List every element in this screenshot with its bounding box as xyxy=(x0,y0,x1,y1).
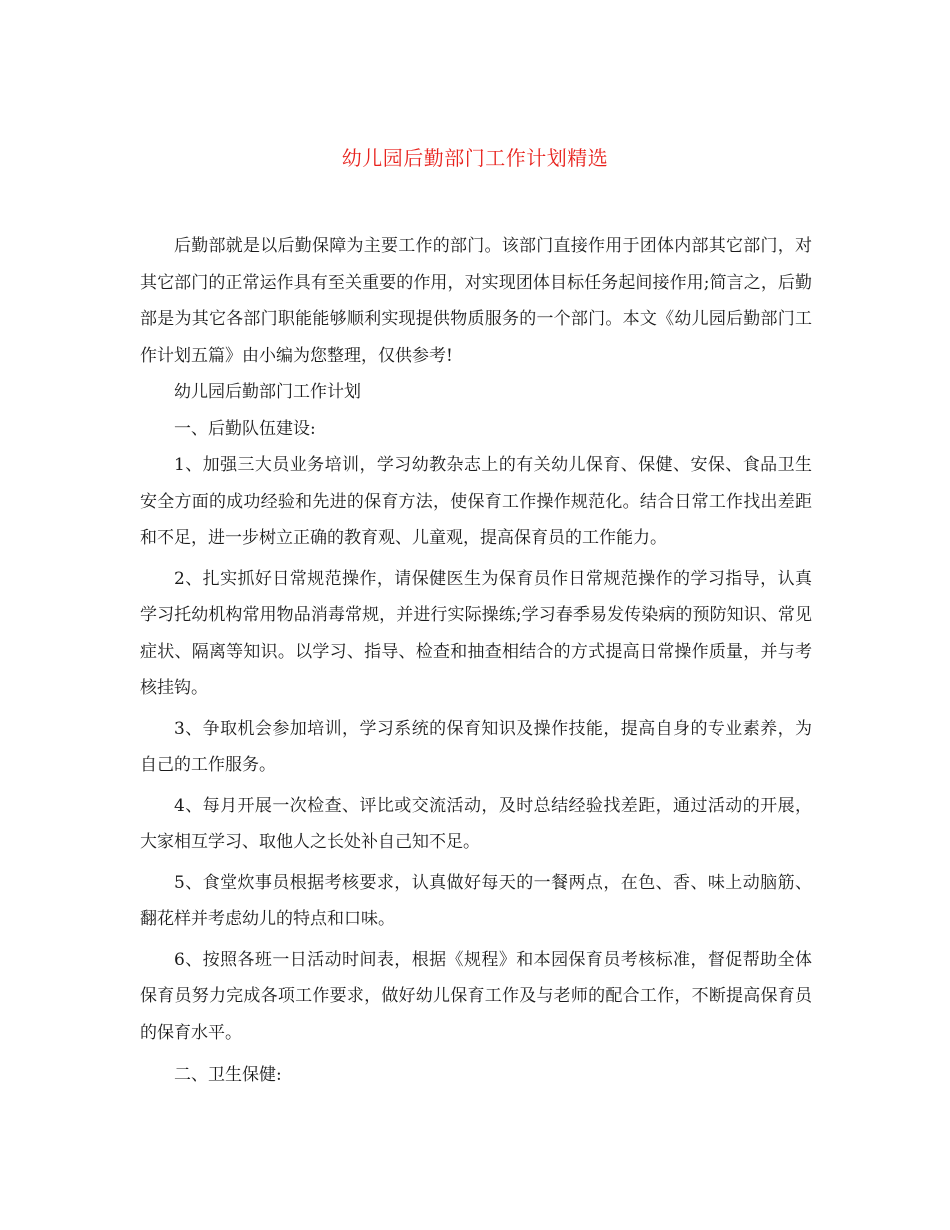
subtitle-paragraph: 幼儿园后勤部门工作计划 xyxy=(174,382,361,402)
document-title: 幼儿园后勤部门工作计划精选 xyxy=(341,146,609,170)
document-body xyxy=(140,228,812,1094)
section-heading-2: 二、卫生保健: xyxy=(174,1065,282,1085)
list-item-5: 5、食堂炊事员根据考核要求，认真做好每天的一餐两点，在色、香、味上动脑筋、翻花样并考虑幼儿的特点和口味。 xyxy=(140,872,812,929)
list-item-4: 4、每月开展一次检查、评比或交流活动，及时总结经验找差距，通过活动的开展，大家相互学习、取他人之长处补自己知不足。 xyxy=(140,795,812,852)
list-item-3: 3、争取机会参加培训，学习系统的保育知识及操作技能，提高自身的专业素养，为自己的工作服务。 xyxy=(140,718,812,775)
list-item-1: 1、加强三大员业务培训，学习幼教杂志上的有关幼儿保育、保健、安保、食品卫生安全方面的成功经验和先进的保育方法，使保育工作操作规范化。结合日常工作找出差距和不足，进一步树立正确的教育观、儿童观，提高保育员的工作能力。 xyxy=(140,455,812,548)
intro-paragraph: 后勤部就是以后勤保障为主要工作的部门。该部门直接作用于团体内部其它部门，对其它部门的正常运作具有至关重要的作用，对实现团体目标任务起间接作用;简言之，后勤部是为其它各部门职能能够顺利实现提供物质服务的一个部门。本文《幼儿园后勤部门工作计划五篇》由小编为您整理，仅供参考! xyxy=(140,236,812,366)
list-item-6: 6、按照各班一日活动时间表，根据《规程》和本园保育员考核标准，督促帮助全体保育员努力完成各项工作要求，做好幼儿保育工作及与老师的配合工作，不断提高保育员的保育水平。 xyxy=(140,949,812,1043)
list-item-2: 2、扎实抓好日常规范操作，请保健医生为保育员作日常规范操作的学习指导，认真学习托幼机构常用物品消毒常规，并进行实际操练;学习春季易发传染病的预防知识、常见症状、隔离等知识。以学习、指导、检查和抽查相结合的方式提高日常操作质量，并与考核挂钩。 xyxy=(140,568,812,698)
section-heading-1: 一、后勤队伍建设: xyxy=(174,418,316,439)
